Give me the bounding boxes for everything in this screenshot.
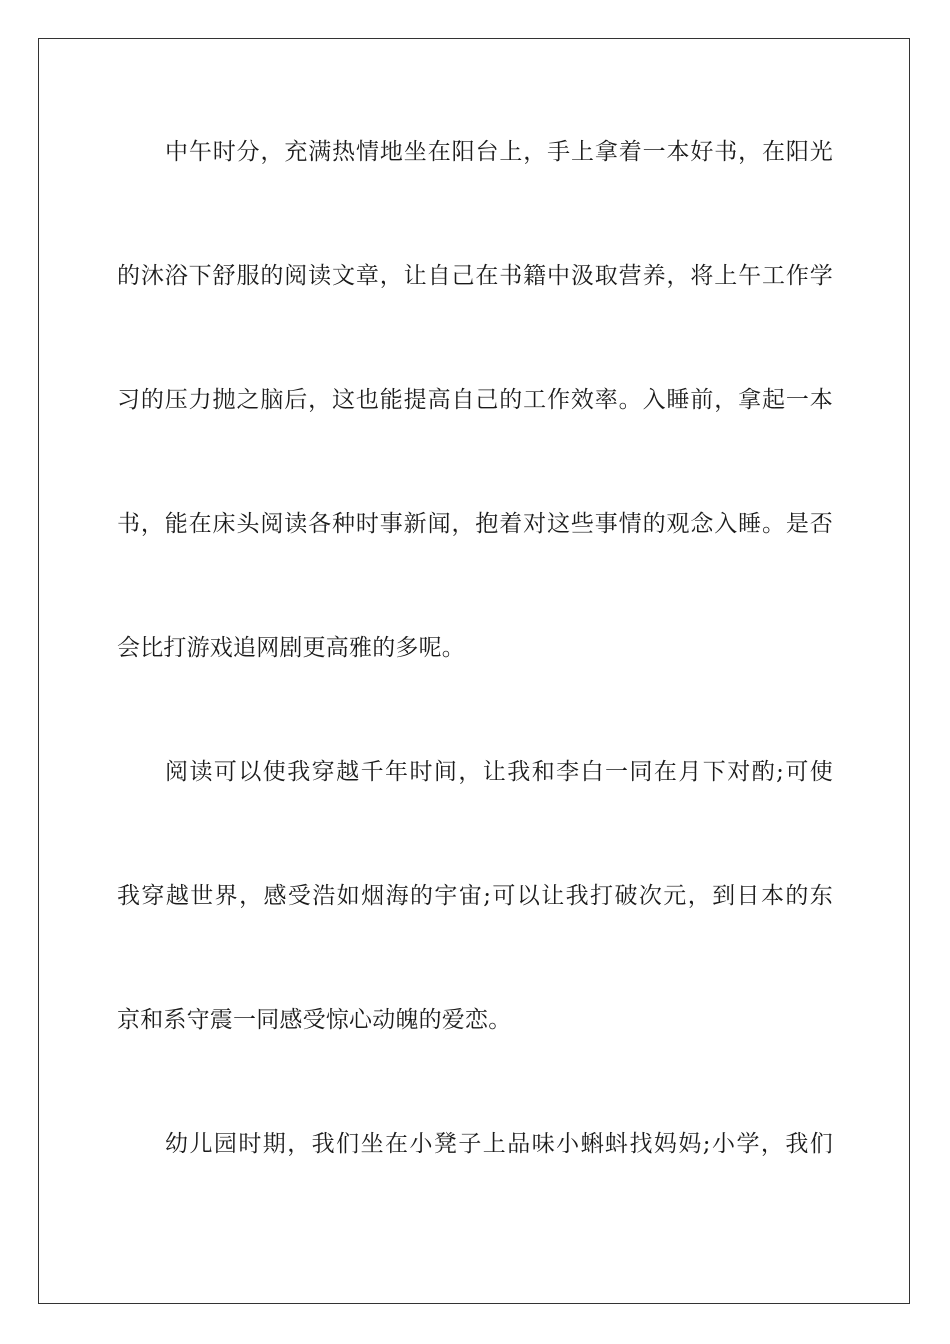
paragraph-2-line-3: 京和系守震一同感受惊心动魄的爱恋。: [117, 1007, 512, 1033]
paragraph-2-line-1: 阅读可以使我穿越千年时间，让我和李白一同在月下对酌;可使: [165, 759, 833, 785]
paragraph-1-line-3: 习的压力抛之脑后，这也能提高自己的工作效率。入睡前，拿起一本: [117, 387, 833, 413]
paragraph-1-line-1: 中午时分，充满热情地坐在阳台上，手上拿着一本好书，在阳光: [165, 139, 833, 165]
paragraph-2-line-2: 我穿越世界，感受浩如烟海的宇宙;可以让我打破次元，到日本的东: [117, 883, 833, 909]
page-border: [38, 38, 910, 1304]
paragraph-1-line-4: 书，能在床头阅读各种时事新闻，抱着对这些事情的观念入睡。是否: [117, 511, 833, 537]
paragraph-3-line-1: 幼儿园时期，我们坐在小凳子上品味小蝌蚪找妈妈;小学，我们: [165, 1131, 833, 1157]
paragraph-1-line-5: 会比打游戏追网剧更高雅的多呢。: [117, 635, 465, 661]
paragraph-1-line-2: 的沐浴下舒服的阅读文章，让自己在书籍中汲取营养，将上午工作学: [117, 263, 833, 289]
